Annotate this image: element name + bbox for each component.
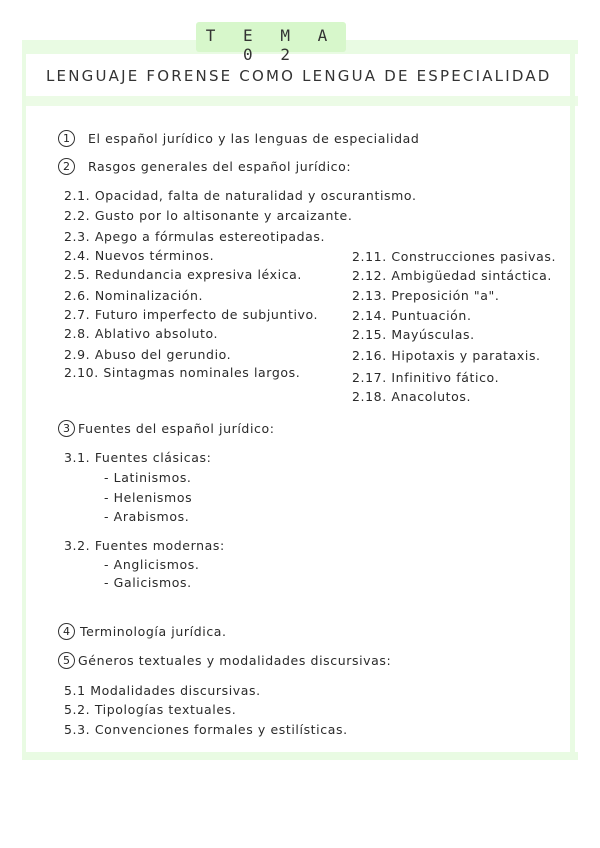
list-item: 2.17. Infinitivo fático. — [352, 370, 500, 385]
list-item: 2.15. Mayúsculas. — [352, 327, 475, 342]
list-item: 2.12. Ambigüedad sintáctica. — [352, 268, 552, 283]
section-heading: Terminología jurídica. — [80, 624, 227, 639]
list-item: - Latinismos. — [104, 470, 192, 485]
list-item: 2.6. Nominalización. — [64, 288, 204, 303]
list-item: 2.2. Gusto por lo altisonante y arcaizante. — [64, 208, 353, 223]
section-heading: Géneros textuales y modalidades discursivas: — [78, 653, 392, 668]
list-item: 2.4. Nuevos términos. — [64, 248, 215, 263]
subsection-heading: 3.1. Fuentes clásicas: — [64, 450, 212, 465]
section-heading: El español jurídico y las lenguas de especialidad — [88, 131, 420, 146]
list-item: - Galicismos. — [104, 575, 192, 590]
page-title: T E M A 0 2 — [205, 26, 337, 64]
section-number: 5 — [58, 652, 75, 669]
list-item: 2.9. Abuso del gerundio. — [64, 347, 232, 362]
list-item: 5.3. Convenciones formales y estilísticas. — [64, 722, 348, 737]
highlight-frame-under-subtitle — [22, 96, 578, 106]
list-item: 2.1. Opacidad, falta de naturalidad y oscurantismo. — [64, 188, 417, 203]
list-item: 2.7. Futuro imperfecto de subjuntivo. — [64, 307, 319, 322]
list-item: - Anglicismos. — [104, 557, 200, 572]
list-item: 2.5. Redundancia expresiva léxica. — [64, 267, 303, 282]
list-item: 2.11. Construcciones pasivas. — [352, 249, 557, 264]
list-item: 5.2. Tipologías textuales. — [64, 702, 237, 717]
section-heading: Fuentes del español jurídico: — [78, 421, 275, 436]
list-item: 2.10. Sintagmas nominales largos. — [64, 365, 301, 380]
subsection-heading: 3.2. Fuentes modernas: — [64, 538, 225, 553]
list-item: 5.1 Modalidades discursivas. — [64, 683, 261, 698]
highlight-frame-left — [22, 40, 26, 758]
list-item: - Arabismos. — [104, 509, 190, 524]
highlight-frame-right — [570, 40, 575, 758]
list-item: 2.18. Anacolutos. — [352, 389, 472, 404]
section-heading: Rasgos generales del español jurídico: — [88, 159, 352, 174]
highlight-frame-bottom — [22, 752, 578, 760]
list-item: - Helenismos — [104, 490, 193, 505]
list-item: 2.8. Ablativo absoluto. — [64, 326, 219, 341]
page-subtitle: LENGUAJE FORENSE COMO LENGUA DE ESPECIALIDAD — [46, 67, 552, 85]
list-item: 2.16. Hipotaxis y parataxis. — [352, 348, 541, 363]
section-number: 3 — [58, 420, 75, 437]
list-item: 2.14. Puntuación. — [352, 308, 472, 323]
section-number: 4 — [58, 623, 75, 640]
section-number: 1 — [58, 130, 75, 147]
list-item: 2.13. Preposición "a". — [352, 288, 500, 303]
list-item: 2.3. Apego a fórmulas estereotipadas. — [64, 229, 326, 244]
section-number: 2 — [58, 158, 75, 175]
